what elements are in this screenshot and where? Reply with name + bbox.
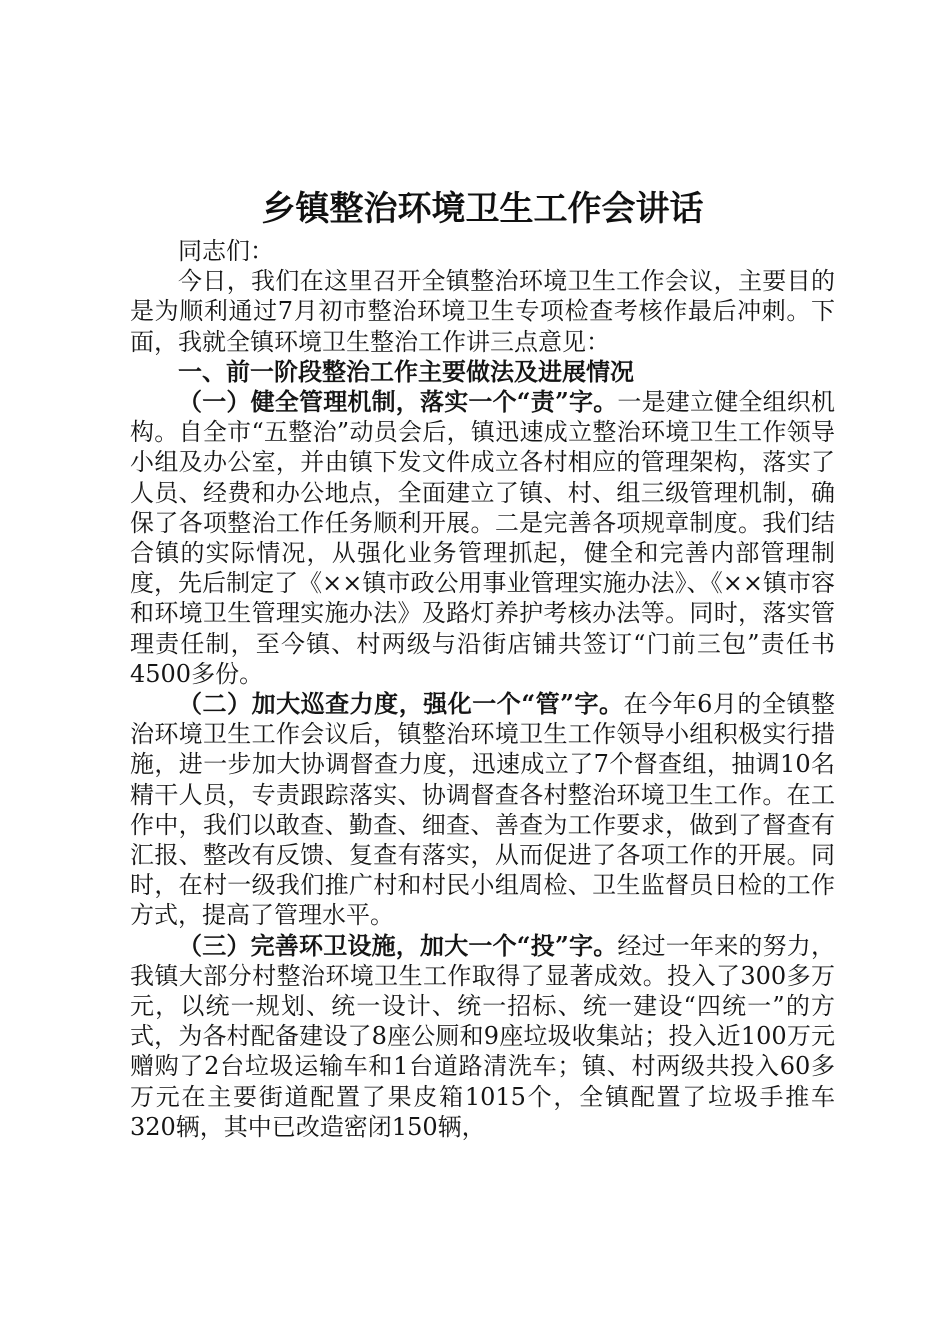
subsection-paragraph-2 bbox=[130, 689, 835, 931]
subsection-lead-3: （三）完善环卫设施，加大一个“投”字。 bbox=[178, 930, 618, 960]
subsection-body-2: 在今年6月的全镇整治环境卫生工作会议后，镇整治环境卫生工作领导小组积极实行措施，进一步加大协调督查力度，迅速成立了7个督查组，抽调10名精干人员，专责跟踪落实、协调督查各村整治环境卫生工作。在工作中，我们以敢查、勤查、细查、善查为工作要求，做到了督查有汇报、整改有反馈、复查有落实，从而促进了各项工作的开展。同时，在村一级我们推广村和村民小组周检、卫生监督员日检的工作方式，提高了管理水平。 bbox=[130, 690, 835, 930]
subsection-lead-1: （一）健全管理机制，落实一个“责”字。 bbox=[178, 387, 618, 417]
subsection-lead-2: （二）加大巡查力度，强化一个“管”字。 bbox=[178, 689, 624, 719]
subsection-paragraph-3 bbox=[130, 931, 835, 1142]
section-heading-1: 一、前一阶段整治工作主要做法及进展情况 bbox=[178, 356, 634, 386]
document-body bbox=[130, 236, 835, 1142]
salutation: 同志们： bbox=[178, 237, 274, 265]
subsection-body-3: 经过一年来的努力，我镇大部分村整治环境卫生工作取得了显著成效。投入了300多万元，以统一规划、统一设计、统一招标、统一建设“四统一”的方式，为各村配备建设了8座公厕和9座垃圾收集站；投入近100万元赠购了2台垃圾运输车和1台道路清洗车；镇、村两级共投入60多万元在主要街道配置了果皮箱1015个，全镇配置了垃圾手推车320辆，其中已改造密闭150辆， bbox=[130, 931, 836, 1141]
document-title: 乡镇整治环境卫生工作会讲话 bbox=[261, 189, 704, 229]
subsection-body-1: 一是建立健全组织机构。自全市“五整治”动员会后，镇迅速成立整治环境卫生工作领导小组及办公室，并由镇下发文件成立各村相应的管理架构，落实了人员、经费和办公地点，全面建立了镇、村、组三级管理机制，确保了各项整治工作任务顺利开展。二是完善各项规章制度。我们结合镇的实际情况，从强化业务管理抓起，健全和完善内部管理制度，先后制定了《××镇市政公用事业管理实施办法》、《××镇市容和环境卫生管理实施办法》及路灯养护考核办法等。同时，落实管理责任制，至今镇、村两级与沿街店铺共签订“门前三包”责任书4500多份。 bbox=[130, 388, 836, 688]
subsection-paragraph-1 bbox=[130, 387, 835, 689]
intro-paragraph: 今日，我们在这里召开全镇整治环境卫生工作会议，主要目的是为顺利通过7月初市整治环境卫生专项检查考核作最后冲刺。下面，我就全镇环境卫生整治工作讲三点意见： bbox=[130, 267, 835, 356]
